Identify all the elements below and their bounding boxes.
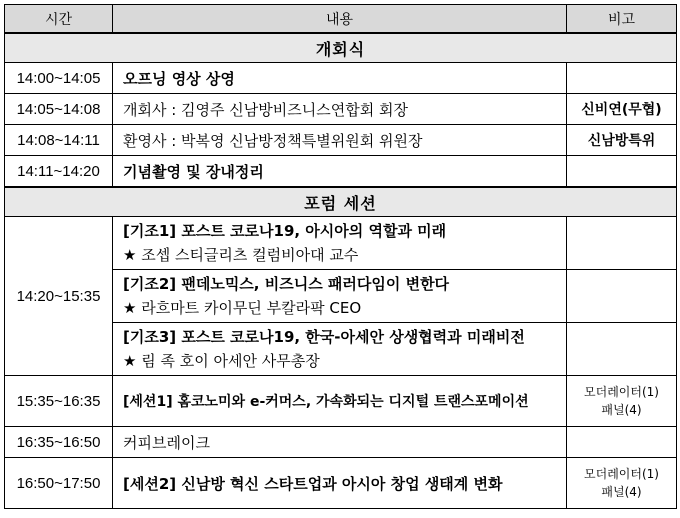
keynote-speaker: ★ 라흐마트 카이무딘 부칼라팍 CEO	[123, 299, 362, 317]
row-note	[567, 156, 677, 188]
forum-section-title: 포럼 세션	[5, 187, 677, 217]
row-note	[567, 63, 677, 94]
row-note: 신남방특위	[567, 125, 677, 156]
row-content: [세션2] 신남방 혁신 스타트업과 아시아 창업 생태계 변화	[113, 458, 567, 509]
table-row	[5, 427, 677, 458]
forum-section-row	[5, 187, 677, 217]
row-time: 14:08~14:11	[5, 125, 113, 156]
row-time: 14:11~14:20	[5, 156, 113, 188]
keynote-title: [기조1] 포스트 코로나19, 아시아의 역할과 미래	[123, 222, 447, 240]
table-row	[5, 63, 677, 94]
row-time: 15:35~16:35	[5, 376, 113, 427]
opening-section-row	[5, 33, 677, 63]
table-row	[5, 156, 677, 188]
moderator-note: 모더레이터(1)	[584, 385, 659, 399]
row-note: 신비연(무협)	[567, 94, 677, 125]
row-note	[567, 376, 677, 427]
row-content: 기념촬영 및 장내정리	[113, 156, 567, 188]
panel-note: 패널(4)	[601, 485, 642, 499]
schedule-table	[4, 4, 677, 509]
keynote-time: 14:20~15:35	[5, 217, 113, 376]
keynote-content	[113, 323, 567, 376]
row-content: 환영사 : 박복영 신남방정책특별위원회 위원장	[113, 125, 567, 156]
keynote-row	[5, 217, 677, 270]
header-content: 내용	[113, 5, 567, 34]
table-row	[5, 376, 677, 427]
table-row	[5, 94, 677, 125]
keynote-title: [기조3] 포스트 코로나19, 한국-아세안 상생협력과 미래비전	[123, 328, 525, 346]
keynote-note	[567, 217, 677, 270]
keynote-speaker: ★ 조셉 스티글리츠 컬럼비아대 교수	[123, 246, 359, 264]
moderator-note: 모더레이터(1)	[584, 467, 659, 481]
keynote-note	[567, 270, 677, 323]
keynote-content	[113, 270, 567, 323]
row-time: 16:35~16:50	[5, 427, 113, 458]
row-time: 16:50~17:50	[5, 458, 113, 509]
header-row	[5, 5, 677, 34]
row-time: 14:00~14:05	[5, 63, 113, 94]
row-time: 14:05~14:08	[5, 94, 113, 125]
row-note	[567, 427, 677, 458]
keynote-note	[567, 323, 677, 376]
opening-section-title: 개회식	[5, 33, 677, 63]
row-content: [세션1] 홈코노미와 e-커머스, 가속화되는 디지털 트랜스포메이션	[113, 376, 567, 427]
table-row	[5, 458, 677, 509]
header-note: 비고	[567, 5, 677, 34]
row-note	[567, 458, 677, 509]
table-row	[5, 125, 677, 156]
row-content: 개회사 : 김영주 신남방비즈니스연합회 회장	[113, 94, 567, 125]
keynote-content	[113, 217, 567, 270]
panel-note: 패널(4)	[601, 403, 642, 417]
keynote-speaker: ★ 림 족 호이 아세안 사무총장	[123, 352, 320, 370]
header-time: 시간	[5, 5, 113, 34]
row-content: 오프닝 영상 상영	[113, 63, 567, 94]
row-content: 커피브레이크	[113, 427, 567, 458]
keynote-title: [기조2] 팬데노믹스, 비즈니스 패러다임이 변한다	[123, 275, 450, 293]
